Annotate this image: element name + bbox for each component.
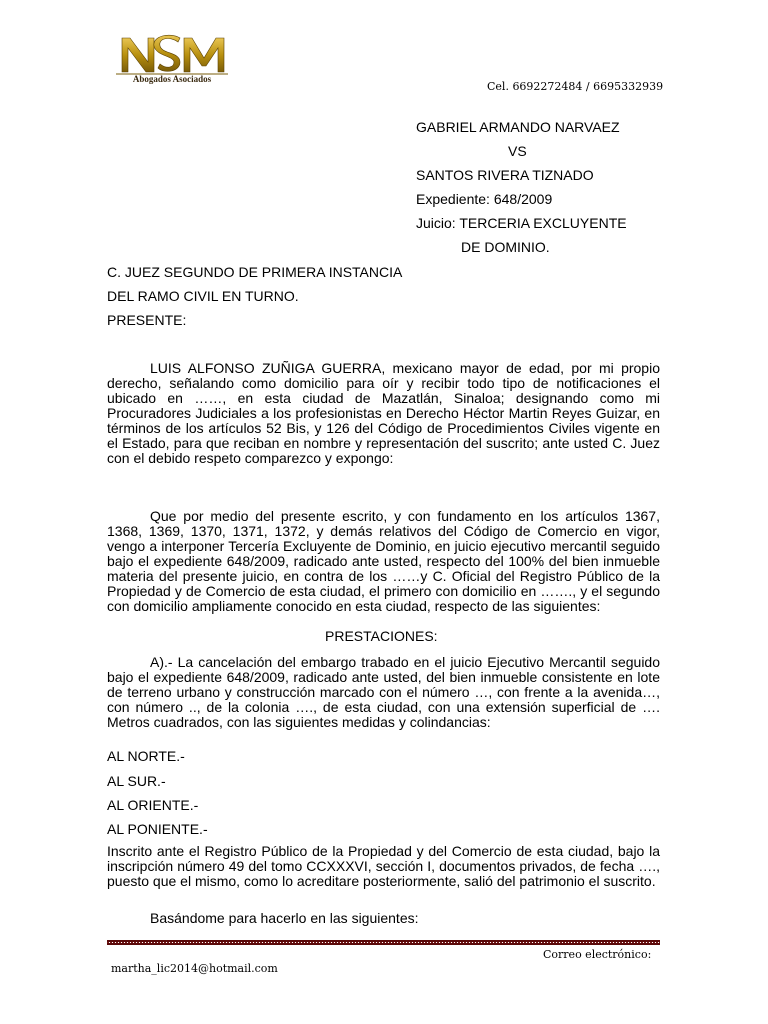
claim-a-paragraph — [107, 655, 660, 730]
addressee-line-3: PRESENTE: — [107, 312, 187, 328]
addressee-line-1: C. JUEZ SEGUNDO DE PRIMERA INSTANCIA — [107, 264, 403, 280]
intro-paragraph — [107, 361, 660, 466]
file-number: Expediente: 648/2009 — [416, 191, 553, 207]
versus-label: VS — [508, 143, 527, 159]
filing-paragraph-text: Que por medio del presente escrito, y con fundamento en los artículos 1367, 1368, 1369, 1370, 1371, 1372, y demás relativos del Código de Comercio en vigor, vengo a interponer Tercería Excluyente de Dominio, en juicio ejecutivo mercantil seguido bajo el expediente 648/2009, radicado ante usted, respecto del 100% del bien inmueble materia del presente juicio, en contra de los ……y C. Oficial del Registro Público de la Propiedad y de Comercio de esta ciudad, el primero con domicilio en ……., y el segundo con domicilio ampliamente conocido en esta ciudad, respecto de las siguientes: — [107, 508, 660, 614]
boundary-west: AL PONIENTE.- — [107, 821, 208, 837]
defendant-name: SANTOS RIVERA TIZNADO — [416, 167, 594, 183]
boundary-south: AL SUR.- — [107, 773, 166, 789]
claim-a-paragraph-text: A).- La cancelación del embargo trabado en el juicio Ejecutivo Mercantil seguido bajo el expediente 648/2009, radicado ante usted, del bien inmueble consistente en lote de terreno urbano y construcción marcado con el número …, con frente a la avenida…, con número .., de la colonia …., de esta ciudad, con una extensión superficial de …. Metros cuadrados, con las siguientes medidas y colindancias: — [107, 654, 660, 730]
registry-paragraph — [107, 844, 660, 889]
closing-paragraph-text: Basándome para hacerlo en las siguientes: — [150, 910, 419, 926]
trial-type-cont: DE DOMINIO. — [461, 239, 550, 255]
boundary-north: AL NORTE.- — [107, 748, 185, 764]
section-heading: PRESTACIONES: — [325, 628, 438, 644]
firm-logo — [108, 32, 236, 86]
logo-monogram-icon — [108, 32, 236, 76]
plaintiff-name: GABRIEL ARMANDO NARVAEZ — [416, 119, 620, 135]
email-address: martha_lic2014@hotmail.com — [111, 962, 278, 975]
filing-paragraph — [107, 509, 660, 614]
boundary-east: AL ORIENTE.- — [107, 797, 199, 813]
intro-paragraph-text: LUIS ALFONSO ZUÑIGA GUERRA, mexicano mayor de edad, por mi propio derecho, señalando como domicilio para oír y recibir todo tipo de notificaciones el ubicado en ……, en esta ciudad de Mazatlán, Sinaloa; designando como mi Procuradores Judiciales a los profesionistas en Derecho Héctor Martin Reyes Guizar, en términos de los artículos 52 Bis, y 126 del Código de Procedimientos Civiles vigente en el Estado, para que reciban en nombre y representación del suscrito; ante usted C. Juez con el debido respeto comparezco y expongo: — [107, 360, 660, 466]
phone-numbers: Cel. 6692272484 / 6695332939 — [487, 80, 664, 93]
trial-type: Juicio: TERCERIA EXCLUYENTE — [416, 215, 627, 231]
logo-caption: Abogados Asociados — [132, 74, 212, 84]
footer-divider — [107, 940, 660, 945]
email-label: Correo electrónico: — [543, 948, 652, 961]
registry-paragraph-text: Inscrito ante el Registro Público de la Propiedad y del Comercio de esta ciudad, bajo la inscripción número 49 del tomo CCXXXVI, sección I, documentos privados, de fecha …., puesto que el mismo, como lo acreditare posteriormente, salió del patrimonio el suscrito. — [107, 843, 660, 889]
closing-paragraph — [107, 911, 660, 926]
addressee-line-2: DEL RAMO CIVIL EN TURNO. — [107, 288, 299, 304]
